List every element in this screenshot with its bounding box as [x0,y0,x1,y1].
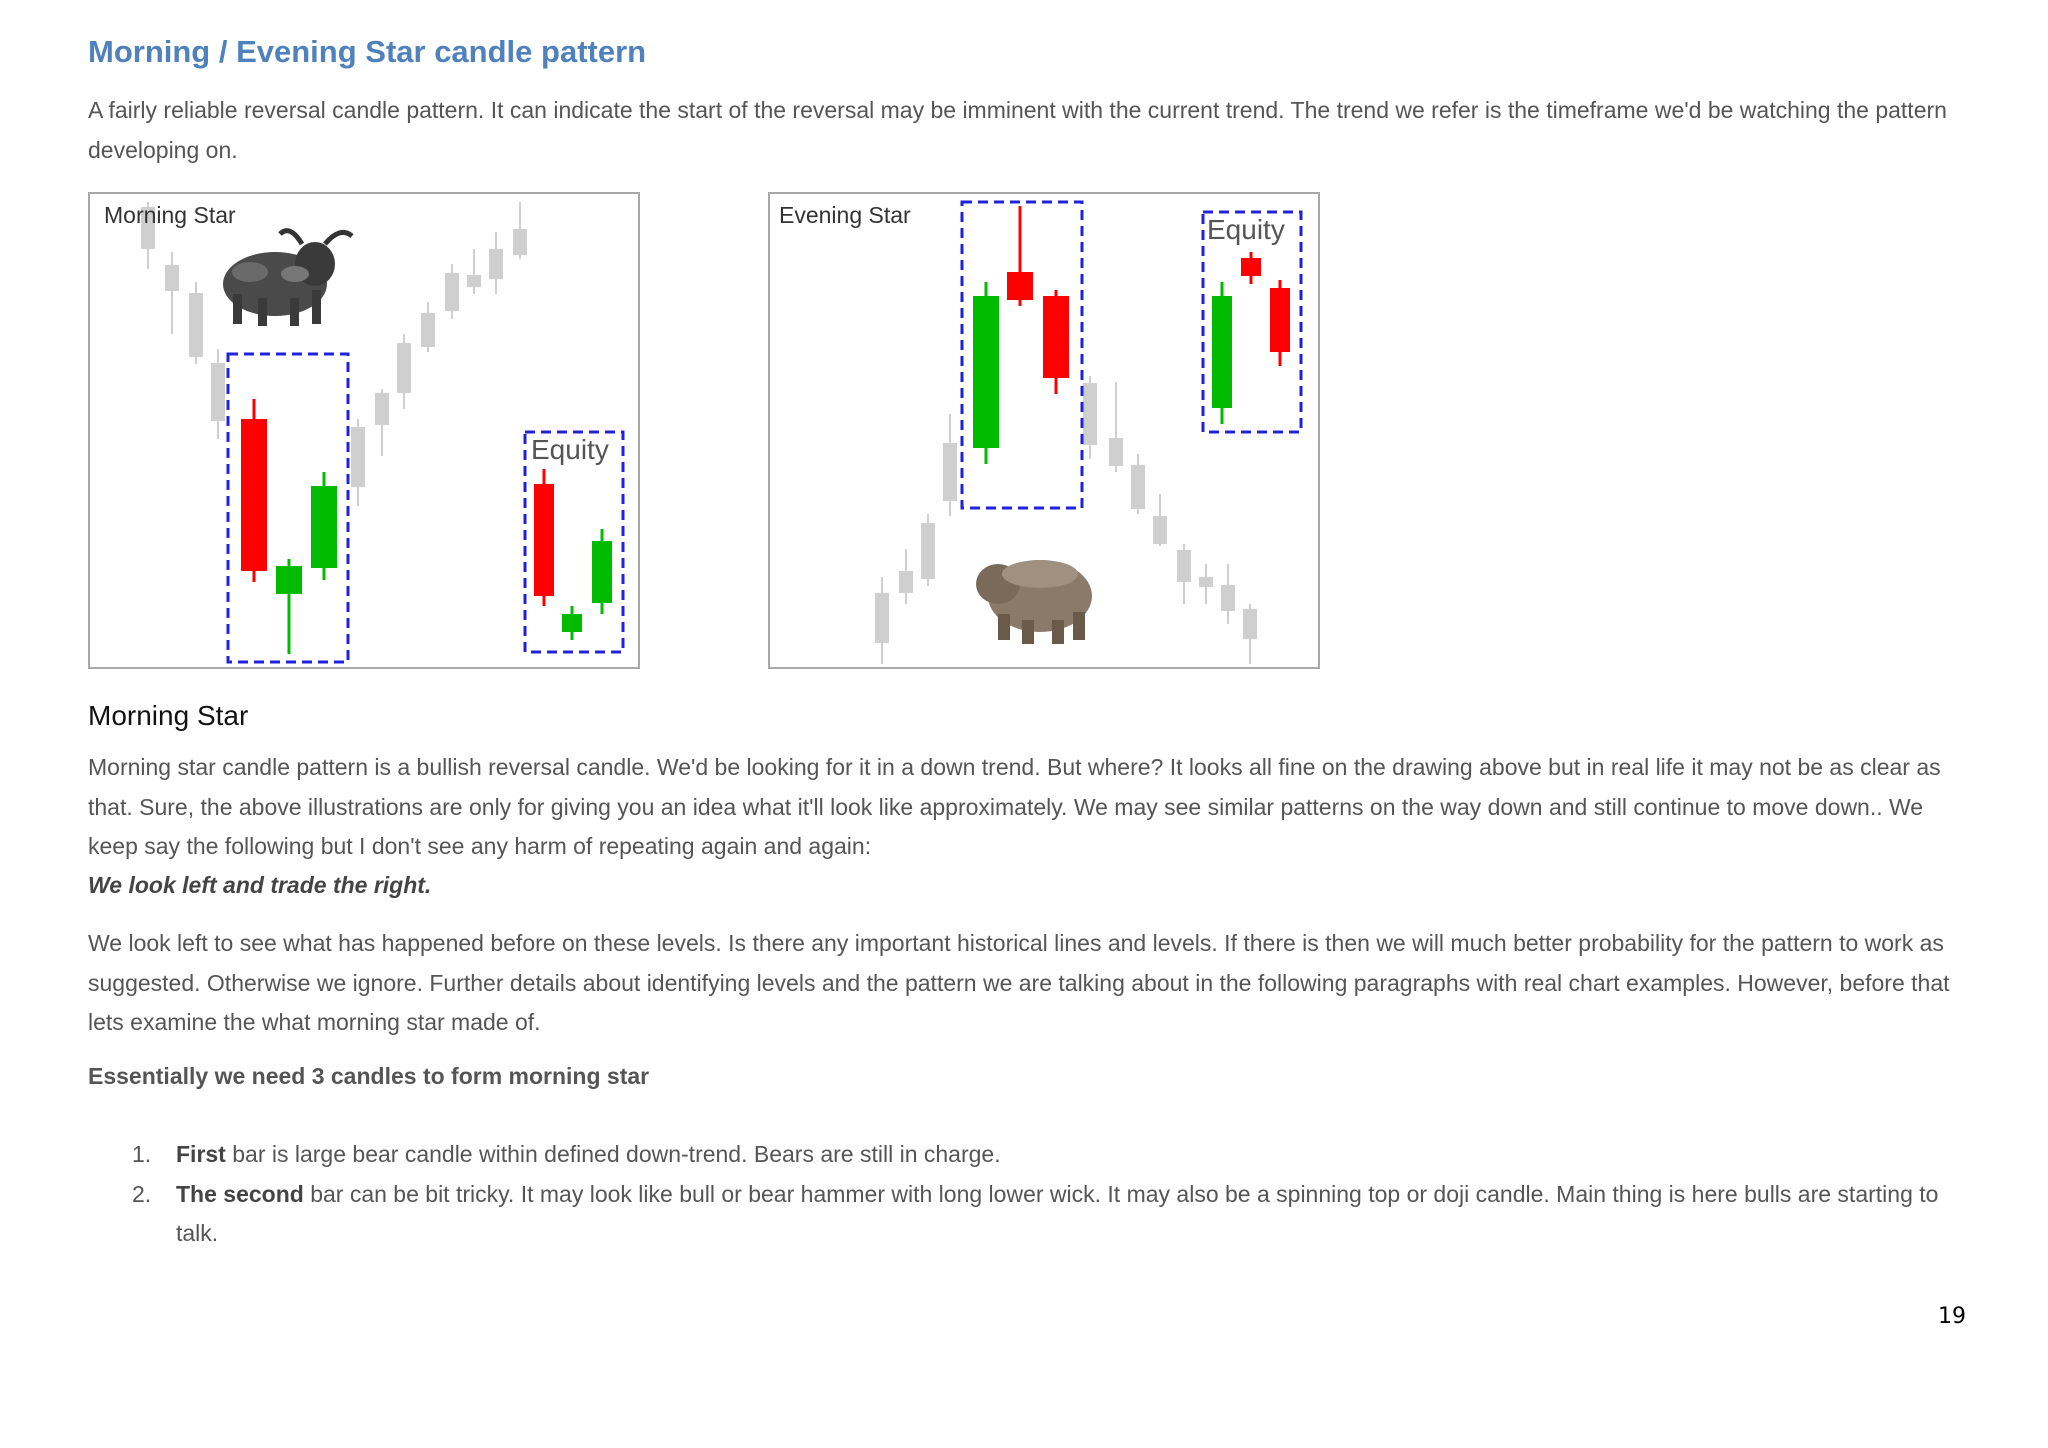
list-item [88,1135,1968,1175]
list-item [88,1175,1968,1254]
evening-star-figure [768,192,1320,669]
bull-icon [223,231,352,326]
page-title: Morning / Evening Star candle pattern [88,34,647,69]
list-number: 1. [132,1141,152,1167]
morning-downtrend-candles [142,202,224,439]
list-item-bold: First [176,1141,226,1167]
morning-equity-candles [534,469,612,640]
evening-star-illustration [770,194,1322,671]
bear-icon [976,560,1092,644]
evening-uptrend-candles [876,414,956,664]
paragraph-2: We look left to see what has happened before on these levels. Is there any important historical lines and levels. If there is then we will much better probability for the pattern to work as suggested. Otherwise we ignore. Further details about identifying levels and the pattern we are talking about in the following paragraphs with real chart examples. However, before that lets examine the what morning star made of. [88,930,1950,1035]
morning-star-pattern-candles [241,399,337,654]
section-heading: Morning Star [88,700,249,731]
evening-equity-label: Equity [1207,214,1285,245]
candle-list [88,1135,1968,1254]
morning-equity-label: Equity [531,434,609,465]
morning-star-label: Morning Star [104,202,236,228]
intro-paragraph: A fairly reliable reversal candle pattern. It can indicate the start of the reversal may be imminent with the current trend. The trend we refer is the timeframe we'd be watching the pattern developing on. [88,97,1947,163]
page-number: 19 [1938,1304,1966,1329]
morning-star-illustration [90,194,642,671]
list-item-text: bar is large bear candle within defined down-trend. Bears are still in charge. [225,1141,1001,1167]
list-item-text: bar can be bit tricky. It may look like bull or bear hammer with long lower wick. It may also be a spinning top or doji candle. Main thing is here bulls are starting to talk. [176,1180,1939,1246]
evening-star-label: Evening Star [779,202,911,228]
evening-equity-candles [1212,252,1290,424]
morning-uptrend-candles [352,202,526,506]
morning-star-figure [88,192,640,669]
list-item-bold: The second [176,1180,304,1207]
list-number: 2. [132,1180,152,1207]
evening-star-pattern-candles [973,206,1069,464]
paragraph-1: Morning star candle pattern is a bullish reversal candle. We'd be looking for it in a down trend. But where? It looks all fine on the drawing above but in real life it may not be as clear as that. Sure, the above illustrations are only for giving you an idea what it'll look like approximately. We may see similar patterns on the way down and still continue to move down.. We keep say the following but I don't see any harm of repeating again and again: [88,754,1941,859]
paragraph-3: Essentially we need 3 candles to form morning star [88,1063,650,1089]
quote-text: We look left and trade the right. [88,872,432,898]
evening-downtrend-candles [1084,376,1256,664]
